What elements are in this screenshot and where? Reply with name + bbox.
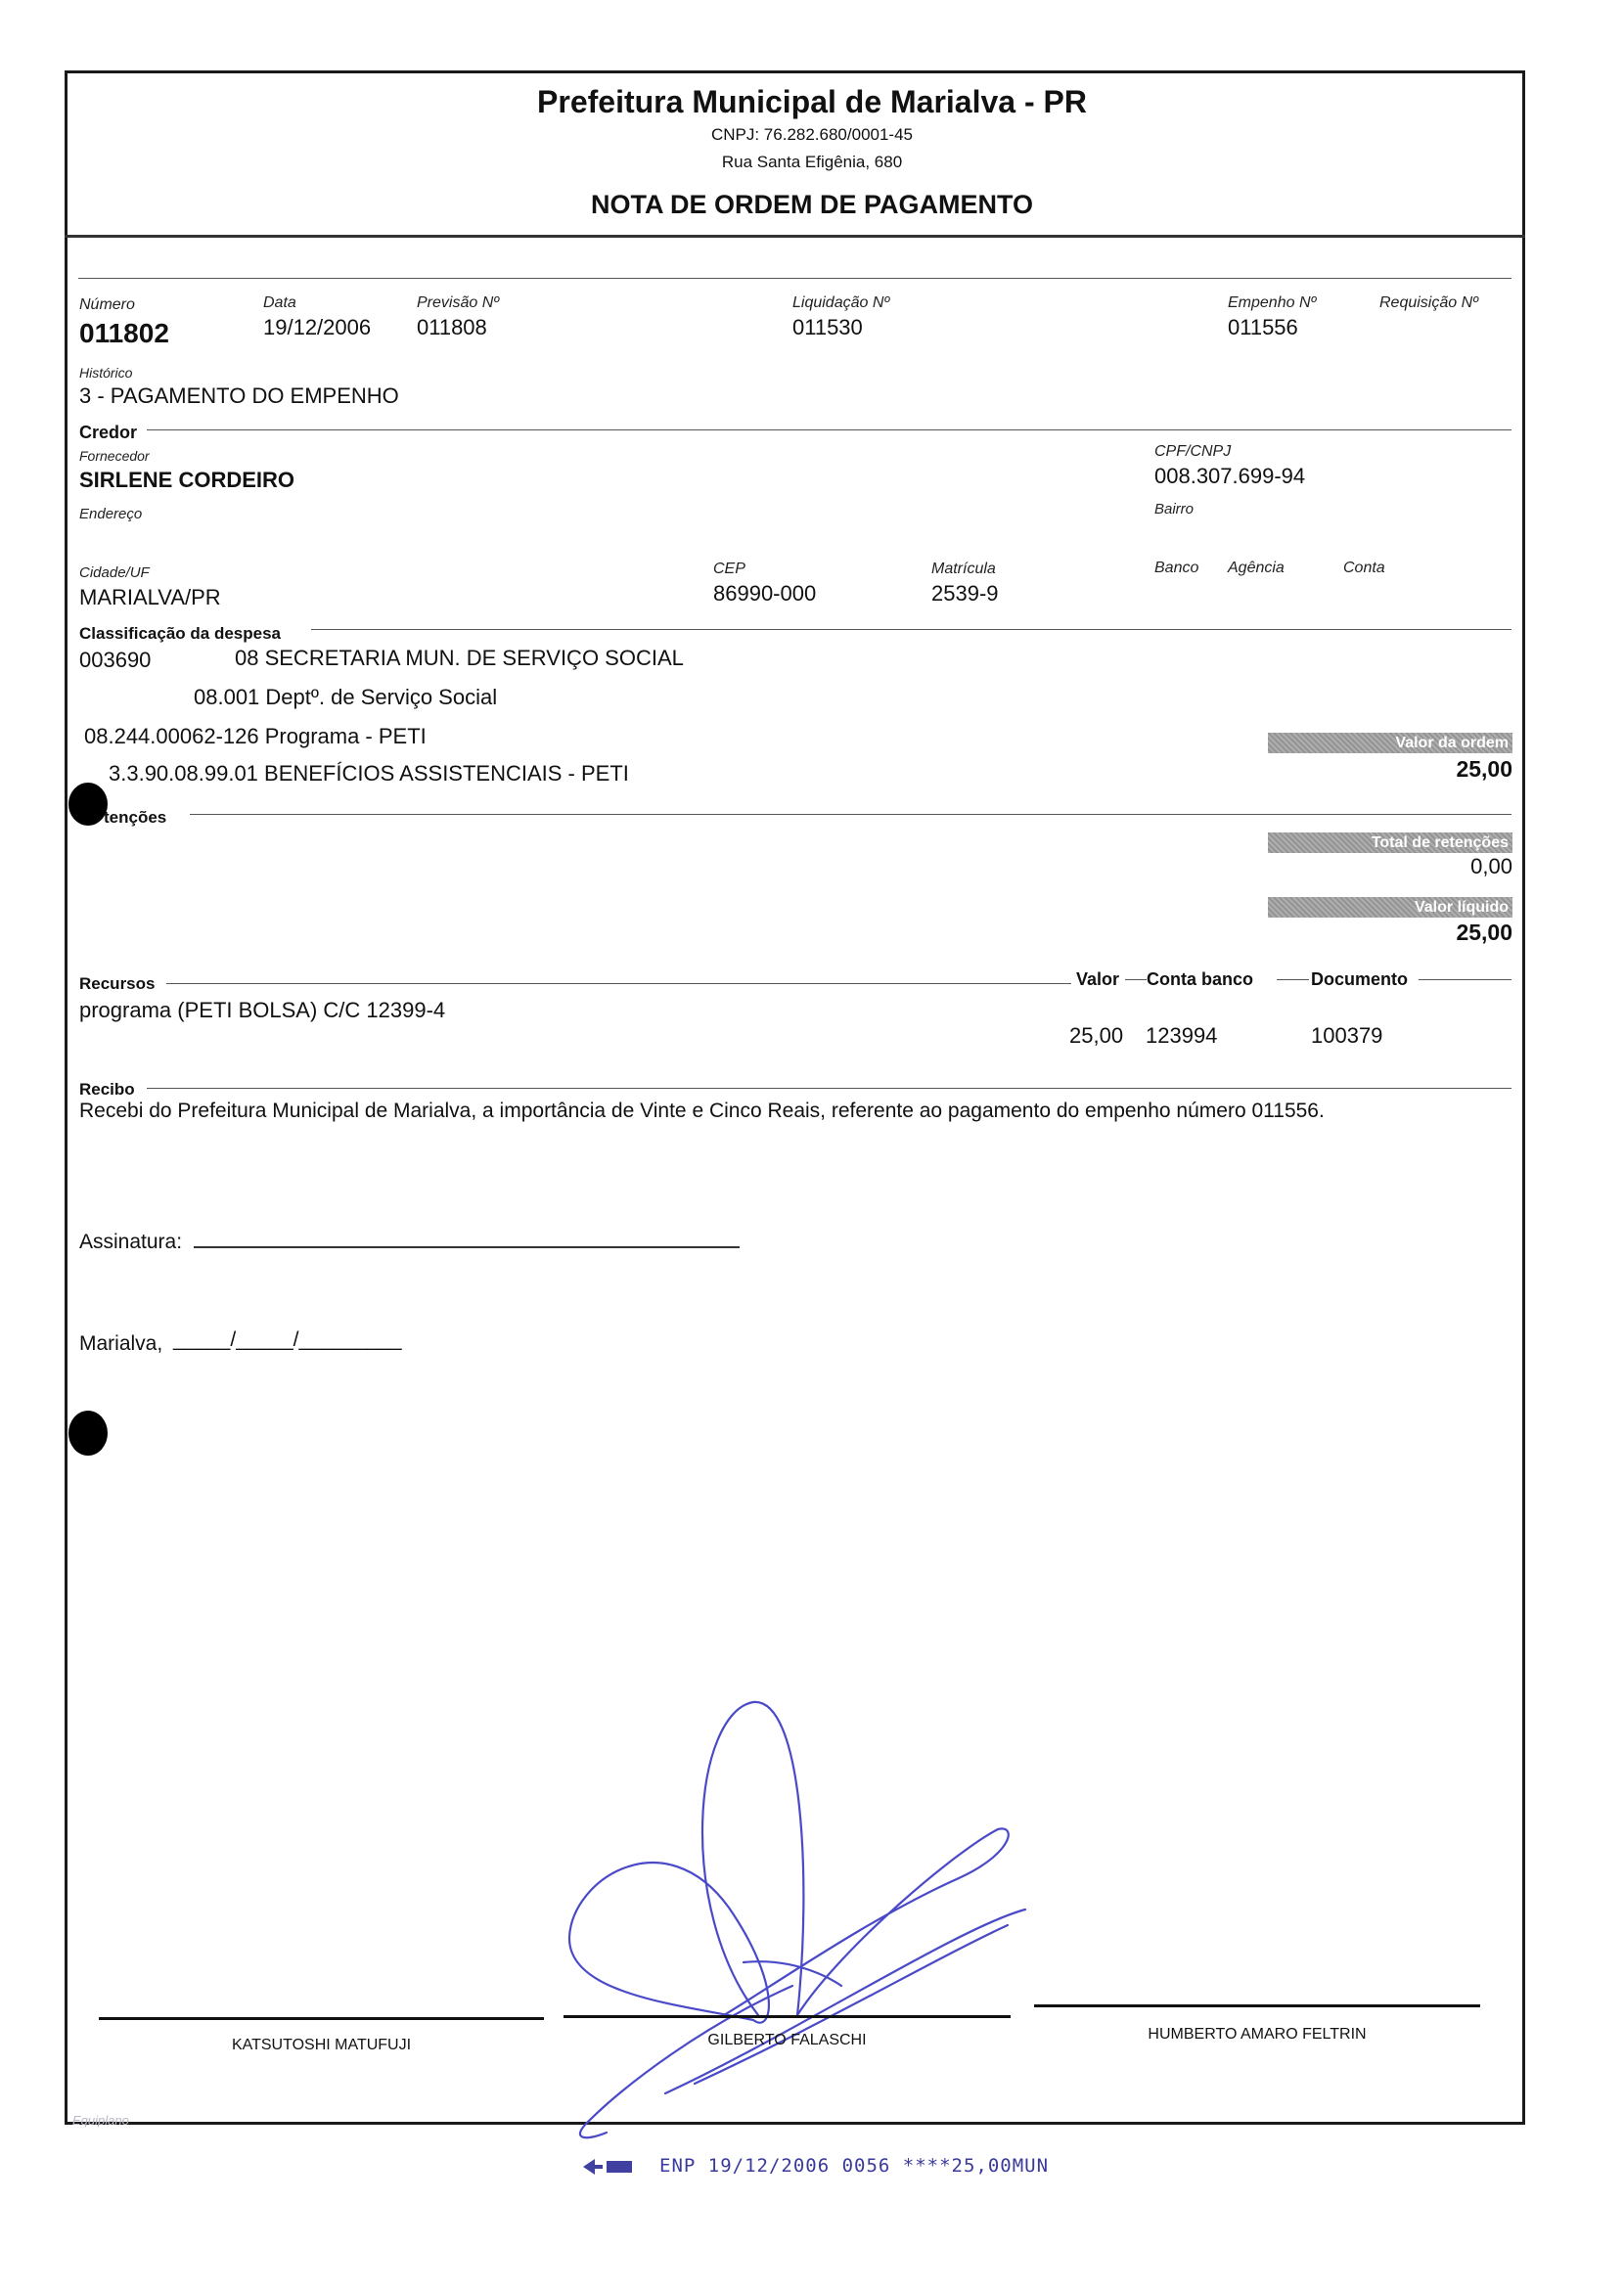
software-watermark: Equiplano [72,2113,129,2128]
cidade-label: Cidade/UF [79,564,150,581]
signature-line-2 [564,2015,1011,2018]
cep-label: CEP [713,561,745,577]
empenho-value: 011556 [1228,315,1298,339]
recursos-valor-header: Valor [1076,969,1120,989]
signature-name-3: HUMBERTO AMARO FELTRIN [1148,2026,1367,2043]
classificacao-section-title: Classificação da despesa [79,624,282,643]
stamp-logo-icon [581,2155,635,2179]
data-label: Data [263,294,296,311]
classificacao-line-2: 08.001 Deptº. de Serviço Social [194,685,498,709]
numero-value: 011802 [79,318,169,348]
retencoes-line [190,814,1511,815]
data-value: 19/12/2006 [263,315,372,339]
endereco-label: Endereço [79,506,143,522]
recibo-line [147,1088,1511,1089]
liquidacao-label: Liquidação Nº [792,294,890,311]
recursos-line-4 [1419,979,1511,980]
classificacao-line-4: 3.3.90.08.99.01 BENEFÍCIOS ASSISTENCIAIS - PETI [109,761,629,786]
previsao-value: 011808 [417,315,487,339]
classificacao-line-1: 08 SECRETARIA MUN. DE SERVIÇO SOCIAL [235,646,684,670]
ink-blot-1 [68,783,108,826]
cep-value: 86990-000 [713,581,817,606]
historico-value: 3 - PAGAMENTO DO EMPENHO [79,383,399,408]
signature-line-3 [1034,2004,1480,2007]
recursos-section-title: Recursos [79,974,156,993]
signature-line-1 [99,2017,544,2020]
assinatura-label: Assinatura: [79,1231,183,1253]
header-divider [65,235,1525,238]
recursos-valor: 25,00 [1069,1023,1124,1048]
retencoes-section-title: tenções [104,808,167,827]
assinatura-line [194,1246,740,1248]
total-retencoes-value: 0,00 [1470,854,1512,878]
classificacao-code: 003690 [79,648,152,672]
recursos-line-3 [1277,979,1309,980]
stamp-mark [581,2155,635,2179]
requisicao-label: Requisição Nº [1379,294,1478,311]
date-blank: _____/_____/_________ [173,1328,402,1351]
handwritten-signature [548,1692,1057,2152]
total-retencoes-label: Total de retenções [1268,832,1512,853]
valor-ordem-label: Valor da ordem [1268,733,1512,753]
bairro-label: Bairro [1154,501,1195,517]
recibo-section-title: Recibo [79,1080,135,1099]
recursos-line-2 [1125,979,1147,980]
valor-liquido-value: 25,00 [1456,920,1512,945]
valor-liquido-label: Valor líquido [1268,897,1512,918]
fornecedor-label: Fornecedor [79,448,150,464]
document-title: NOTA DE ORDEM DE PAGAMENTO [590,190,1033,219]
local-label: Marialva, [79,1332,163,1355]
credor-section-title: Credor [79,423,138,442]
header-address: Rua Santa Efigênia, 680 [721,153,903,171]
cpf-value: 008.307.699-94 [1154,464,1306,488]
historico-label: Histórico [79,365,133,381]
header-title: Prefeitura Municipal de Marialva - PR [537,84,1087,119]
liquidacao-value: 011530 [792,315,863,339]
valor-ordem-value: 25,00 [1456,756,1512,782]
header-cnpj: CNPJ: 76.282.680/0001-45 [710,125,914,144]
recursos-line [166,983,1071,984]
matricula-label: Matrícula [931,561,996,577]
recibo-text: Recebi do Prefeitura Municipal de Marialva, a importância de Vinte e Cinco Reais, referente ao pagamento do empenho número 011556. [79,1100,1325,1122]
agencia-label: Agência [1228,560,1285,576]
fornecedor-value: SIRLENE CORDEIRO [79,468,295,492]
credor-line [147,429,1511,430]
conta-label: Conta [1343,560,1385,576]
matricula-value: 2539-9 [931,581,999,606]
signature-name-1: KATSUTOSHI MATUFUJI [231,2037,412,2053]
cidade-value: MARIALVA/PR [79,585,221,609]
signature-name-2: GILBERTO FALASCHI [707,2032,867,2048]
recursos-documento-header: Documento [1311,969,1408,989]
payment-stamp: ENP 19/12/2006 0056 ****25,00MUN [659,2155,1050,2177]
recursos-documento: 100379 [1311,1023,1383,1048]
classificacao-line-3: 08.244.00062-126 Programa - PETI [84,724,427,748]
recursos-conta-header: Conta banco [1147,969,1254,989]
numero-label: Número [79,296,135,313]
cpf-label: CPF/CNPJ [1154,443,1232,460]
previsao-label: Previsão Nº [417,294,500,311]
ids-top-line [78,278,1511,279]
classificacao-line [311,629,1511,630]
empenho-label: Empenho Nº [1228,294,1317,311]
ink-blot-2 [68,1411,108,1456]
recursos-conta: 123994 [1146,1023,1218,1048]
recursos-descricao: programa (PETI BOLSA) C/C 12399-4 [79,998,446,1022]
banco-label: Banco [1154,560,1199,576]
